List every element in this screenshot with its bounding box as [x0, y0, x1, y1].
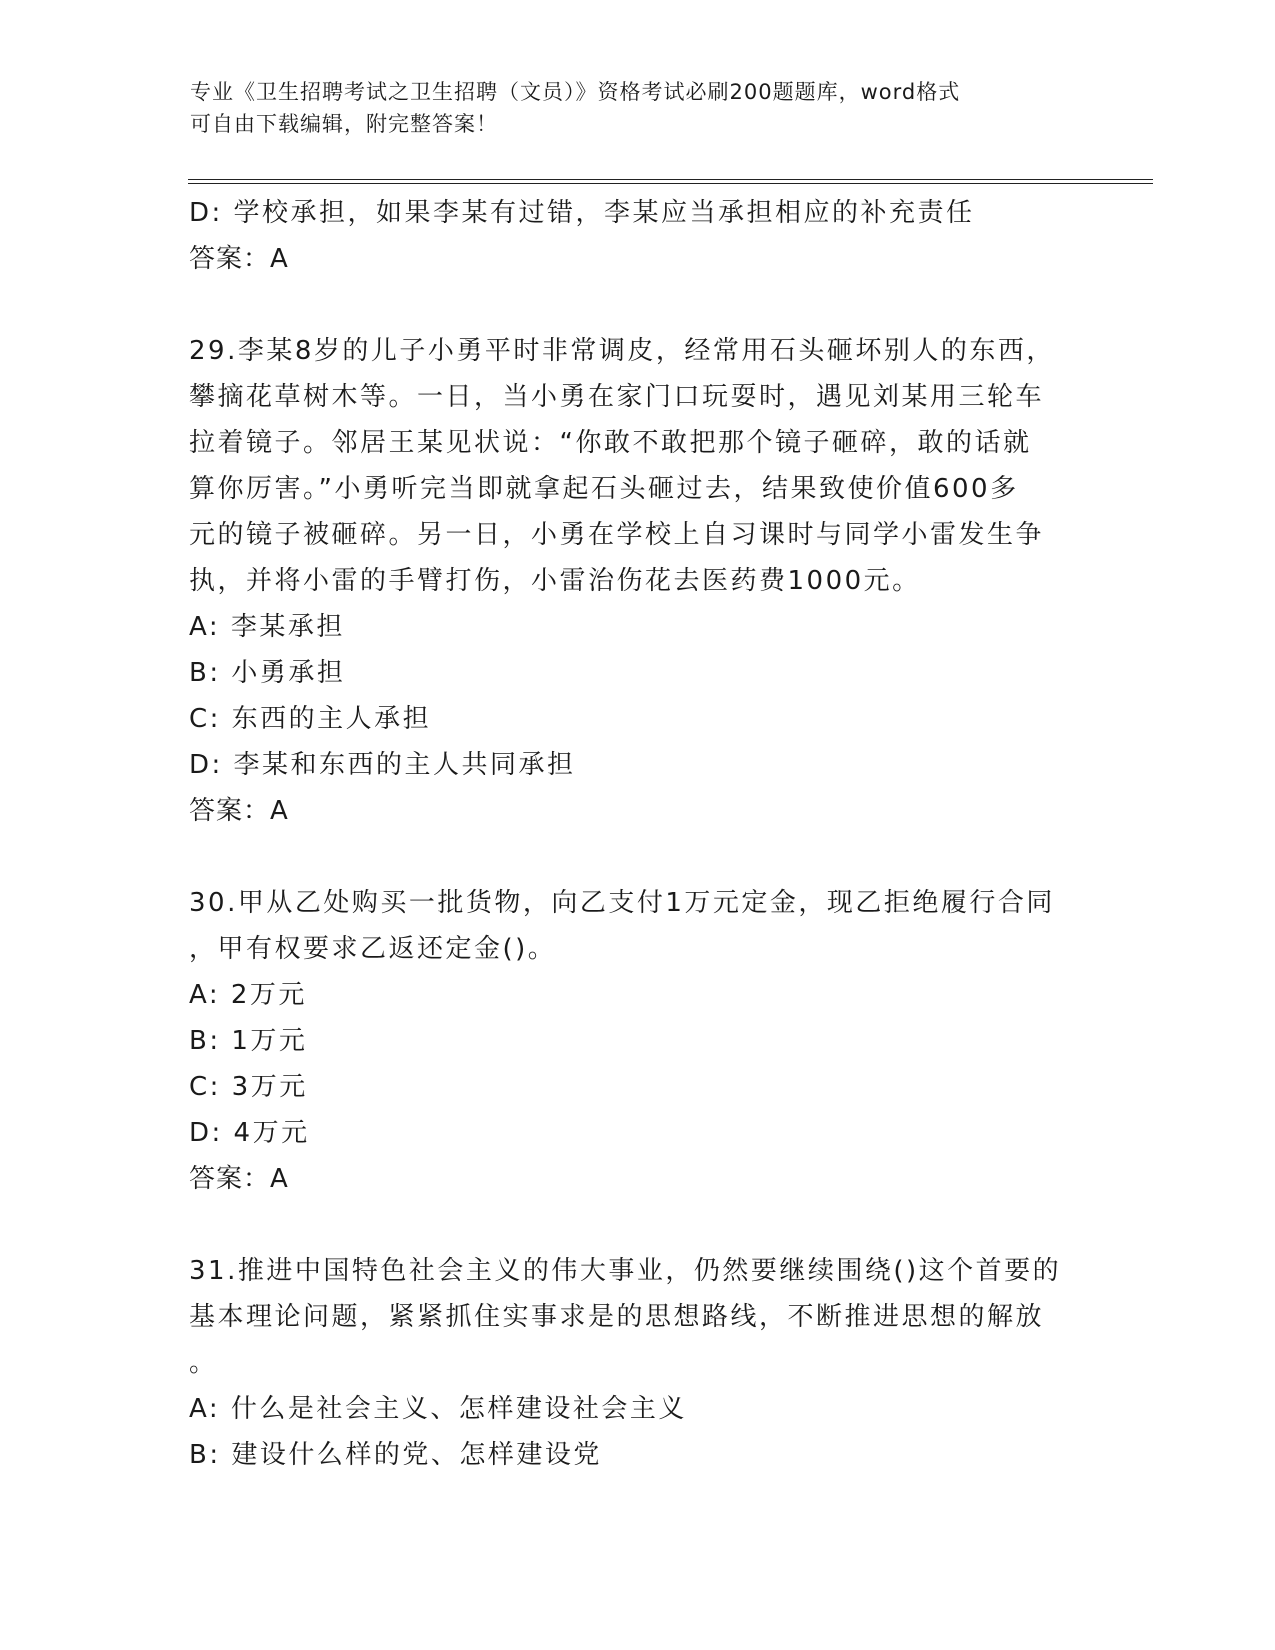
q30-text-line: ，甲有权要求乙返还定金()。 — [189, 934, 557, 964]
q30-option-d: D: 4万元 — [189, 1118, 310, 1148]
header-divider-top — [188, 179, 1153, 180]
q29-text-line: 29.李某8岁的儿子小勇平时非常调皮，经常用石头砸坏别人的东西， — [189, 336, 1055, 366]
header-line-2: 可自由下载编辑，附完整答案！ — [190, 112, 498, 136]
header-divider-bottom — [188, 183, 1153, 184]
q31-text-line: 基本理论问题，紧紧抓住实事求是的思想路线，不断推进思想的解放 — [189, 1302, 1045, 1332]
question-29 — [189, 328, 1089, 834]
question-content — [189, 190, 1089, 1478]
q31-text-line: 31.推进中国特色社会主义的伟大事业，仍然要继续围绕()这个首要的 — [189, 1256, 1062, 1286]
spacer — [189, 282, 1089, 328]
document-header — [190, 76, 1070, 140]
q31-text-line: 。 — [189, 1348, 218, 1378]
prev-answer: 答案：A — [189, 244, 289, 274]
question-30 — [189, 880, 1089, 1202]
spacer — [189, 834, 1089, 880]
q30-option-c: C: 3万元 — [189, 1072, 308, 1102]
q31-option-b: B: 建设什么样的党、怎样建设党 — [189, 1440, 602, 1470]
q30-answer: 答案：A — [189, 1164, 289, 1194]
q29-text-line: 执，并将小雷的手臂打伤，小雷治伤花去医药费1000元。 — [189, 566, 921, 596]
q29-option-d: D: 李某和东西的主人共同承担 — [189, 750, 576, 780]
header-line-1: 专业《卫生招聘考试之卫生招聘（文员）》资格考试必刷200题题库，word格式 — [190, 80, 961, 104]
q30-option-a: A: 2万元 — [189, 980, 307, 1010]
q29-text-line: 算你厉害。”小勇听完当即就拿起石头砸过去，结果致使价值600多 — [189, 474, 1019, 504]
prev-option-d: D: 学校承担，如果李某有过错，李某应当承担相应的补充责任 — [189, 198, 975, 228]
q29-text-line: 元的镜子被砸碎。另一日，小勇在学校上自习课时与同学小雷发生争 — [189, 520, 1045, 550]
q30-text-line: 30.甲从乙处购买一批货物，向乙支付1万元定金，现乙拒绝履行合同 — [189, 888, 1055, 918]
q29-option-a: A: 李某承担 — [189, 612, 345, 642]
q29-option-b: B: 小勇承担 — [189, 658, 346, 688]
q29-text-line: 攀摘花草树木等。一日，当小勇在家门口玩耍时，遇见刘某用三轮车 — [189, 382, 1045, 412]
q31-option-a: A: 什么是社会主义、怎样建设社会主义 — [189, 1394, 687, 1424]
q29-text-line: 拉着镜子。邻居王某见状说：“你敢不敢把那个镜子砸碎，敢的话就 — [189, 428, 1032, 458]
q29-option-c: C: 东西的主人承担 — [189, 704, 432, 734]
q30-option-b: B: 1万元 — [189, 1026, 308, 1056]
spacer — [189, 1202, 1089, 1248]
q29-answer: 答案：A — [189, 796, 289, 826]
question-31 — [189, 1248, 1089, 1478]
